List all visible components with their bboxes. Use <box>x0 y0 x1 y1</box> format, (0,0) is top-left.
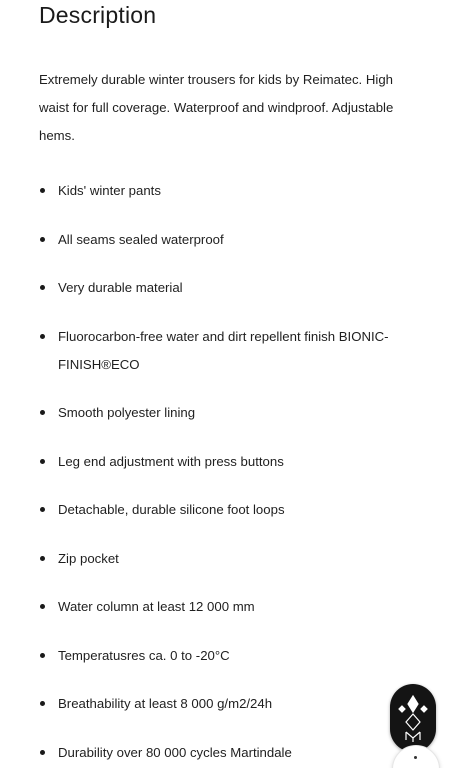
list-item: Temperatusres ca. 0 to -20°C <box>0 642 420 670</box>
list-item: Fluorocarbon-free water and dirt repellent finish BIONIC-FINISH®ECO <box>0 323 420 379</box>
list-item: Zip pocket <box>0 545 420 573</box>
list-item: Breathability at least 8 000 g/m2/24h <box>0 690 420 718</box>
brand-badge-button[interactable] <box>390 684 436 752</box>
list-item: Very durable material <box>0 274 420 302</box>
list-item: Leg end adjustment with press buttons <box>0 448 420 476</box>
list-item: Detachable, durable silicone foot loops <box>0 496 420 524</box>
product-description: Extremely durable winter trousers for kids by Reimatec. High waist for full coverage. Waterproof and windproof. Adjustable hems. <box>39 72 394 143</box>
list-item: All seams sealed waterproof <box>0 226 420 254</box>
list-item: Durability over 80 000 cycles Martindale <box>0 739 420 767</box>
list-item: Kids' winter pants <box>0 177 420 205</box>
list-item: Water column at least 12 000 mm <box>0 593 420 621</box>
indicator-dot-icon <box>414 756 417 759</box>
section-title: Description <box>39 2 157 28</box>
brand-emblem-icon <box>390 684 436 752</box>
feature-list <box>0 177 420 768</box>
list-item: Smooth polyester lining <box>0 399 420 427</box>
